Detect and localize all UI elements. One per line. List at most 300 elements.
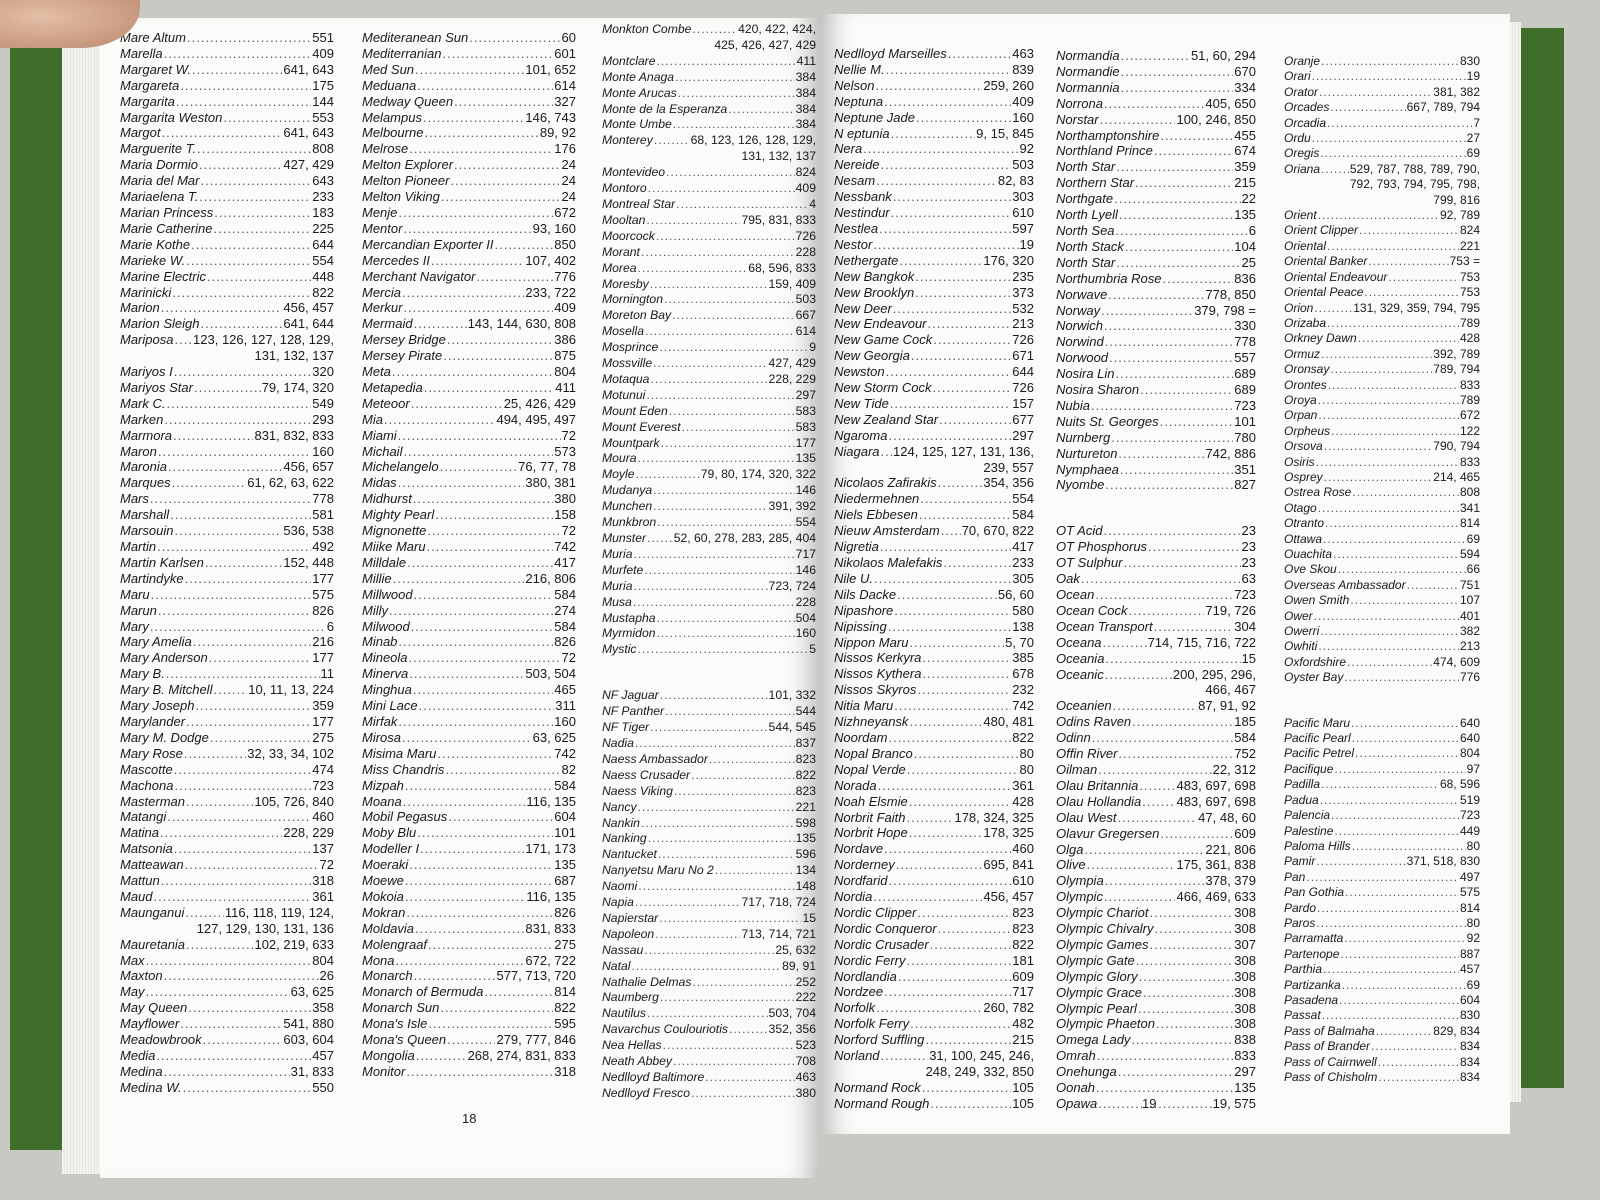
page-refs: 380 (795, 1085, 816, 1100)
index-entry (1056, 207, 1256, 223)
page-refs: 504 (795, 610, 816, 625)
leader-dots (409, 650, 561, 666)
leader-dots (1320, 793, 1459, 808)
leader-dots (1136, 953, 1234, 969)
ship-name: Matina (120, 825, 160, 841)
leader-dots (1138, 1001, 1233, 1017)
ship-name: Marken (120, 411, 164, 427)
index-entry (1056, 969, 1256, 985)
ship-name: Marine Electric (120, 268, 206, 284)
leader-dots (173, 428, 253, 444)
ship-name: Nippon Maru (834, 634, 909, 650)
leader-dots (193, 634, 312, 650)
ship-name: Maron (120, 443, 157, 459)
leader-dots (1139, 969, 1234, 985)
leader-dots (874, 571, 1011, 587)
ship-name: Odins Raven (1056, 714, 1132, 730)
page-refs: 135 (795, 831, 816, 846)
leader-dots (705, 1070, 794, 1086)
page-refs: 279, 777, 846 (496, 1032, 576, 1048)
leader-dots (1087, 857, 1176, 873)
page-refs: 409 (554, 300, 576, 316)
leader-dots (199, 189, 311, 205)
leader-dots (678, 86, 795, 102)
leader-dots (413, 682, 553, 698)
leader-dots (409, 857, 553, 873)
index-entry (1056, 334, 1256, 350)
ship-name: Mayflower (120, 1016, 180, 1032)
leader-dots (158, 444, 311, 460)
ship-name: N eptunia (834, 125, 890, 141)
leader-dots (186, 937, 253, 953)
index-entry (834, 873, 1034, 889)
ship-name: Marmora (120, 427, 173, 443)
index-entry (362, 253, 576, 269)
leader-dots (414, 968, 496, 984)
ship-name: Mokran (362, 904, 406, 920)
leader-dots (638, 642, 809, 658)
ship-name: Mokoia (362, 888, 404, 904)
page-refs: 823 (795, 751, 816, 766)
leader-dots (1355, 746, 1459, 761)
leader-dots (188, 1000, 311, 1016)
leader-dots (1132, 714, 1233, 730)
leader-dots (1321, 162, 1349, 177)
page-refs: 52, 60, 278, 283, 285, 404 (673, 531, 816, 545)
index-entry (362, 539, 576, 555)
page-refs: 135 (1234, 1080, 1256, 1096)
index-entry (1284, 223, 1480, 238)
ship-name: Med Sun (362, 61, 415, 77)
page-refs: 171, 173 (525, 841, 576, 857)
index-entry (362, 173, 576, 189)
ship-name: New Deer (834, 300, 892, 316)
index-entry (1056, 382, 1256, 398)
index-entry (1056, 414, 1256, 430)
leader-dots (398, 714, 553, 730)
leader-dots (909, 825, 983, 841)
index-entry (1056, 603, 1256, 619)
ship-name: Osprey (1284, 469, 1323, 484)
index-entry (1284, 916, 1480, 931)
index-entry (834, 110, 1034, 126)
index-entry (834, 810, 1034, 826)
ship-name: Murfete (602, 562, 644, 577)
ship-name: Oriental (1284, 238, 1327, 253)
leader-dots (915, 269, 1011, 285)
page-refs: 27 (1466, 131, 1480, 146)
index-entry (1056, 80, 1256, 96)
leader-dots (443, 46, 554, 62)
ship-name: Mediteranean Sun (362, 30, 469, 45)
page-refs: 826 (312, 602, 334, 618)
page-refs: 689 (1234, 382, 1256, 398)
index-entry (834, 730, 1034, 746)
ship-name: Monarch of Bermuda (362, 984, 484, 1000)
leader-dots (1081, 571, 1241, 587)
index-entry (362, 634, 576, 650)
page-refs: 833 (1234, 1048, 1256, 1064)
ship-name: Nankin (602, 815, 640, 830)
index-entry (362, 475, 576, 491)
page-refs: 318 (312, 873, 334, 889)
leader-dots (1371, 1039, 1459, 1054)
ship-name: Marie Catherine (120, 220, 213, 236)
ship-name: Orari (1284, 69, 1311, 84)
index-entry (1284, 962, 1480, 977)
ship-name: Nordzee (834, 984, 884, 1000)
page-refs: 640 (1459, 731, 1480, 746)
ship-name: Nordic Ferry (834, 952, 906, 968)
index-entry (1284, 777, 1480, 792)
leader-dots (897, 587, 997, 603)
index-entry (362, 110, 576, 126)
leader-dots (203, 1032, 283, 1048)
leader-dots (633, 579, 767, 595)
index-entry (834, 587, 1034, 603)
page-refs: 214, 465 (1433, 469, 1480, 484)
ship-name: Nymphaea (1056, 461, 1119, 477)
index-entry (120, 364, 334, 380)
index-entry (1056, 905, 1256, 921)
leader-dots (146, 984, 290, 1000)
page-refs: 723, 724 (768, 578, 816, 593)
page-refs: 102, 219, 633 (254, 936, 334, 952)
leader-dots (1338, 562, 1466, 577)
index-entry (834, 157, 1034, 173)
page-refs: 814 (554, 984, 576, 1000)
index-entry (602, 1038, 816, 1054)
page-refs: 225 (312, 220, 334, 236)
index-entry (834, 746, 1034, 762)
page-refs: 604 (554, 809, 576, 825)
page-refs: 826 (554, 634, 576, 650)
leader-dots (1352, 485, 1459, 500)
index-entry (1056, 398, 1256, 414)
index-entry (120, 857, 334, 873)
leader-dots (176, 94, 311, 110)
ship-name: Ove Skou (1284, 562, 1337, 577)
index-entry (602, 420, 816, 436)
index-entry (602, 611, 816, 627)
ship-name: Olympic Chariot (1056, 905, 1149, 921)
leader-dots (1316, 455, 1459, 470)
ship-name: Oceana (1056, 634, 1102, 650)
index-entry (362, 507, 576, 523)
page-refs: 382 (1459, 624, 1480, 639)
index-entry (834, 94, 1034, 110)
page-refs: 69 (1466, 977, 1480, 992)
index-entry (120, 110, 334, 126)
index-entry (834, 205, 1034, 221)
ship-name: Normand Rough (834, 1095, 930, 1111)
leader-dots (657, 515, 794, 531)
leader-dots (1350, 593, 1459, 608)
index-entry (362, 1064, 576, 1080)
ship-name: Nurnberg (1056, 429, 1111, 445)
index-entry (1284, 1055, 1480, 1070)
leader-dots (403, 300, 553, 316)
index-entry (1056, 64, 1256, 80)
page-refs: 641, 644 (283, 316, 334, 332)
page-refs: 80 (1466, 838, 1480, 853)
page-refs: 19 (1019, 236, 1034, 252)
leader-dots (1321, 347, 1432, 362)
page-refs: 833 (1459, 377, 1480, 392)
index-entry (1284, 162, 1480, 177)
page-refs: 72 (561, 650, 576, 666)
leader-dots (185, 905, 224, 921)
ship-name: Oonah (1056, 1080, 1096, 1096)
ship-name: Northern Star (1056, 175, 1135, 191)
leader-dots (1154, 143, 1233, 159)
leader-dots (398, 428, 561, 444)
leader-dots (657, 626, 795, 642)
index-entry (120, 78, 334, 94)
ship-name: Nubia (1056, 397, 1090, 413)
ship-name: Modeller I (362, 841, 420, 857)
leader-dots (907, 953, 1012, 969)
index-entry (1056, 303, 1256, 319)
ship-name: Miss Chandris (362, 761, 445, 777)
ship-name: Passat (1284, 1008, 1321, 1023)
leader-dots (647, 1006, 768, 1022)
index-entry (602, 340, 816, 356)
index-entry (602, 975, 816, 991)
index-entry (1056, 1001, 1256, 1017)
index-entry (120, 634, 334, 650)
index-entry (1056, 446, 1256, 462)
leader-dots (1104, 318, 1233, 334)
index-entry (1284, 731, 1480, 746)
index-entry (1056, 698, 1256, 714)
leader-dots (1339, 993, 1459, 1008)
ship-name: Maria Dormio (120, 157, 199, 173)
page-refs: 609 (1234, 825, 1256, 841)
leader-dots (1334, 824, 1459, 839)
ship-name: Muria (602, 578, 633, 593)
index-entry (362, 412, 576, 428)
page-refs: 822 (312, 284, 334, 300)
index-entry (602, 436, 816, 452)
page-refs: 268, 274, 831, 833 (467, 1048, 576, 1063)
book-cover-left (10, 30, 70, 1150)
page-refs: 463 (1012, 46, 1034, 61)
leader-dots (914, 746, 1019, 762)
page-left (100, 18, 820, 1178)
leader-dots (1358, 331, 1459, 346)
ship-name: Norwood (1056, 350, 1109, 366)
leader-dots (653, 483, 795, 499)
ship-name: Nereide (834, 157, 880, 173)
index-entry (602, 277, 816, 293)
page-refs: 827 (1234, 477, 1256, 493)
ship-name: Nordfarid (834, 873, 888, 889)
index-entry (602, 1070, 816, 1086)
page-refs: 672 (1459, 408, 1480, 423)
ship-name: Olau Hollandia (1056, 793, 1142, 809)
ship-name: NF Panther (602, 704, 665, 719)
leader-dots (1314, 609, 1459, 624)
ship-name: Marion Sleigh (120, 316, 200, 332)
leader-dots (920, 491, 1011, 507)
ship-name: Onehunga (1056, 1064, 1117, 1080)
page-refs: 308 (1234, 968, 1256, 984)
leader-dots (405, 778, 553, 794)
leader-dots (669, 404, 795, 420)
leader-dots (1103, 635, 1147, 651)
ship-name: OT Acid (1056, 523, 1103, 539)
leader-dots (414, 316, 467, 332)
index-entry (362, 396, 576, 412)
leader-dots (645, 324, 795, 340)
leader-dots (660, 990, 795, 1006)
index-entry (1056, 921, 1256, 937)
index-entry (1284, 562, 1480, 577)
ship-name: Medway Queen (362, 93, 454, 109)
index-entry (834, 78, 1034, 94)
leader-dots (197, 141, 311, 157)
page-refs: 742, 886 (1205, 445, 1256, 461)
ship-name: Pacific Pearl (1284, 731, 1351, 746)
index-entry (1056, 985, 1256, 1001)
page-refs: 69 (1466, 146, 1480, 161)
index-entry (1056, 826, 1256, 842)
ship-name: Nicolaos Zafirakis (834, 475, 937, 491)
leader-dots (450, 173, 560, 189)
ship-name: Oriana (1284, 161, 1321, 176)
leader-dots (1143, 985, 1233, 1001)
index-entry (1284, 993, 1480, 1008)
leader-dots (930, 937, 1012, 953)
leader-dots (881, 157, 1012, 173)
ship-name: Pass of Chisholm (1284, 1070, 1378, 1084)
leader-dots (1331, 424, 1459, 439)
page-refs: 584 (1234, 730, 1256, 746)
index-entry (602, 86, 816, 102)
leader-dots (691, 1086, 795, 1102)
ship-name: Nera (834, 141, 863, 157)
page-refs: 5 (809, 642, 816, 657)
page-refs: 644 (1012, 364, 1034, 380)
page-refs: 6 (1248, 222, 1256, 238)
page-refs: 213 (1459, 639, 1480, 654)
ship-name: Mary (120, 618, 149, 634)
index-entry (1056, 366, 1256, 382)
ship-name: Mariaelena T. (120, 189, 199, 205)
index-entry (120, 428, 334, 444)
leader-dots (1098, 762, 1211, 778)
ship-name: Nestor (834, 236, 873, 252)
page-refs: 536, 538 (283, 523, 334, 539)
ship-name: Pacifique (1284, 761, 1334, 776)
index-entry (362, 953, 576, 969)
section-gap (1056, 493, 1256, 523)
leader-dots (168, 459, 282, 475)
index-entry (602, 451, 816, 467)
ship-name: New Endeavour (834, 316, 927, 332)
ship-name: Napoleon (602, 926, 655, 941)
index-entry (362, 794, 576, 810)
index-entry (1284, 239, 1480, 254)
page-refs: 575 (1459, 885, 1480, 900)
index-entry (1284, 408, 1480, 423)
index-entry (362, 332, 576, 348)
page-refs: 417 (554, 554, 576, 570)
ship-name: Naomi (602, 879, 638, 894)
page-refs: 351 (1234, 461, 1256, 477)
ship-name: Ottawa (1284, 531, 1323, 546)
leader-dots (414, 587, 554, 603)
leader-dots (1323, 532, 1466, 547)
ship-name: Nanking (602, 831, 647, 846)
page-refs: 808 (312, 141, 334, 157)
page-refs: 160 (795, 626, 816, 641)
ship-name: Pamir (1284, 854, 1316, 869)
leader-dots (899, 253, 982, 269)
ship-name: Millwood (362, 586, 413, 602)
index-entry (120, 1016, 334, 1032)
leader-dots (1121, 64, 1234, 80)
page-refs: 308 (1234, 952, 1256, 968)
page-refs: 804 (312, 952, 334, 968)
page-refs: 449 (1459, 823, 1480, 838)
ship-name: Nipashore (834, 602, 894, 618)
index-entry (362, 905, 576, 921)
index-entry (120, 571, 334, 587)
ship-name: Meteoor (362, 395, 410, 411)
ship-name: Nuits St. Georges (1056, 413, 1159, 429)
leader-dots (406, 1064, 553, 1080)
leader-dots (890, 396, 1012, 412)
index-entry (602, 943, 816, 959)
page-refs: 584 (554, 586, 576, 602)
leader-dots (192, 62, 282, 78)
index-entry (120, 794, 334, 810)
page-refs: 233 (1012, 555, 1034, 570)
leader-dots (454, 94, 553, 110)
page-refs: 790, 794 (1433, 439, 1480, 454)
index-entry (362, 364, 576, 380)
ship-name: Naess Crusader (602, 767, 691, 782)
page-refs: 56, 60 (997, 586, 1034, 602)
leader-dots (941, 523, 961, 539)
page-refs: 667 (795, 308, 816, 323)
ship-name: Odinn (1056, 730, 1091, 746)
index-entry (1056, 651, 1256, 667)
page-refs: 834 (1459, 1070, 1480, 1084)
page-refs: 601 (554, 45, 576, 61)
ship-name: Oceania (1056, 650, 1105, 666)
leader-dots (636, 467, 700, 483)
ship-name: Marun (120, 602, 157, 618)
index-entry (362, 841, 576, 857)
page-refs: 640 (1459, 715, 1480, 730)
page-refs: 503 (795, 292, 816, 307)
index-entry (602, 1022, 816, 1038)
ship-name: Overseas Ambassador (1284, 577, 1406, 592)
page-refs: 751 (1459, 577, 1480, 592)
index-entry (1284, 639, 1480, 654)
page-refs: 456, 657 (283, 459, 334, 475)
leader-dots (1100, 112, 1176, 128)
ship-name: Monte Anaga (602, 69, 675, 84)
leader-dots (1129, 603, 1205, 619)
index-entry (1056, 555, 1256, 571)
leader-dots (420, 841, 524, 857)
index-entry (362, 62, 576, 78)
ship-name: Nile U. (834, 570, 874, 586)
